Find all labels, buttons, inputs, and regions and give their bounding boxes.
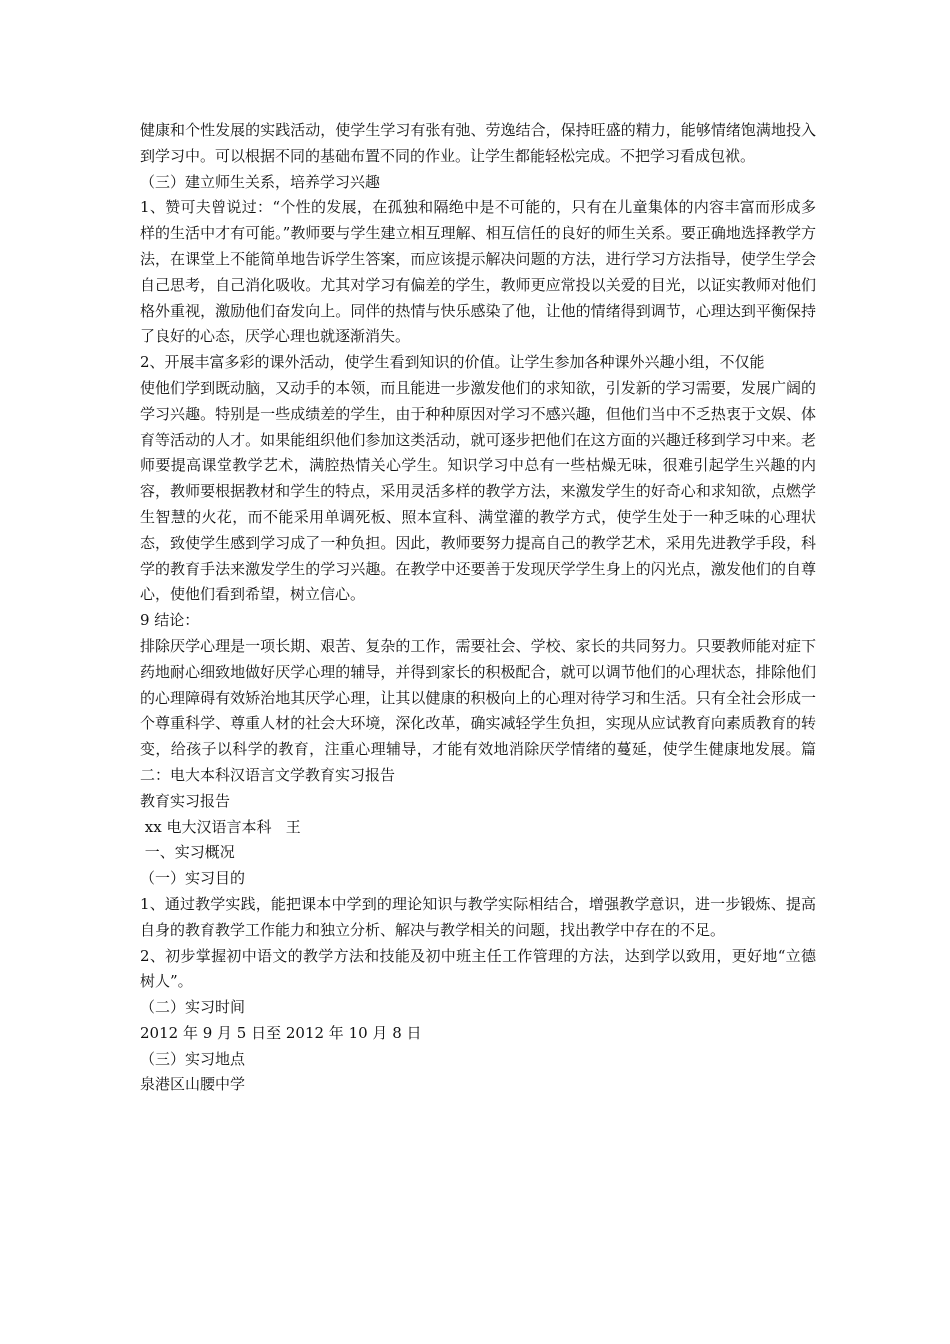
paragraph-purpose-2: 2、初步掌握初中语文的教学方法和技能及初中班主任工作管理的方法，达到学以致用，更好地“立德树人”。	[140, 946, 816, 991]
paragraph-extracurricular-activities: 2、开展丰富多彩的课外活动，使学生看到知识的价值。让学生参加各种课外兴趣小组，不仅能	[140, 353, 765, 372]
heading-internship-time: （二）实习时间	[140, 998, 246, 1017]
author-line: xx 电大汉语言本科 王	[140, 817, 301, 836]
internship-location-value: 泉港区山腰中学	[140, 1075, 246, 1094]
paragraph-conclusion: 排除厌学心理是一项长期、艰苦、复杂的工作，需要社会、学校、家长的共同努力。只要教师能对症下药地耐心细致地做好厌学心理的辅导，并得到家长的积极配合，就可以调节他们的心理状态，排除他们的心理障碍有效矫治地其厌学心理，让其以健康的积极向上的心理对待学习和生活。只有全社会形成一个尊重科学、尊重人材的社会大环境，深化改革，确实减轻学生负担，实现从应试教育向素质教育的转变，给孩子以科学的教育，注重心理辅导，才能有效地消除厌学情绪的蔓延，使学生健康地发展。篇二：电大本科汉语言文学教育实习报告	[140, 636, 816, 784]
heading-internship-purpose: （一）实习目的	[140, 869, 246, 888]
document-page	[140, 118, 816, 1098]
paragraph-purpose-1: 1、通过教学实践，能把课本中学到的理论知识与教学实际相结合，增强教学意识，进一步锻炼、提高自身的教育教学工作能力和独立分析、解决与教学相关的问题，找出教学中存在的不足。	[140, 894, 816, 939]
internship-time-value: 2012 年 9 月 5 日至 2012 年 10 月 8 日	[140, 1023, 422, 1042]
heading-internship-location: （三）实习地点	[140, 1049, 246, 1068]
heading-teacher-student-relations: （三）建立师生关系，培养学习兴趣	[140, 172, 381, 191]
heading-conclusion: 9 结论：	[140, 611, 200, 630]
heading-internship-report: 教育实习报告	[140, 791, 231, 810]
paragraph-learning-interest: 使他们学到既动脑，又动手的本领，而且能进一步激发他们的求知欲，引发新的学习需要，发展广阔的学习兴趣。特别是一些成绩差的学生，由于种种原因对学习不感兴趣，但他们当中不乏热衷于文娱、体育等活动的人才。如果能组织他们参加这类活动，就可逐步把他们在这方面的兴趣迁移到学习中来。老师要提高课堂教学艺术，满腔热情关心学生。知识学习中总有一些枯燥无味，很难引起学生兴趣的内容，教师要根据教材和学生的特点，采用灵活多样的教学方法，来激发学生的好奇心和求知欲，点燃学生智慧的火花，而不能采用单调死板、照本宣科、满堂灌的教学方式，使学生处于一种乏味的心理状态，致使学生感到学习成了一种负担。因此，教师要努力提高自己的教学艺术，采用先进教学手段，科学的教育手法来激发学生的学习兴趣。在教学中还要善于发现厌学学生身上的闪光点，激发他们的自尊心，使他们看到希望，树立信心。	[140, 378, 816, 604]
heading-internship-overview: 一、实习概况	[140, 843, 235, 862]
paragraph-zankov-quote: 1、赞可夫曾说过：“个性的发展，在孤独和隔绝中是不可能的，只有在儿童集体的内容丰富而形成多样的生活中才有可能。”教师要与学生建立相互理解、相互信任的良好的师生关系。要正确地选择教学方法，在课堂上不能简单地告诉学生答案，而应该提示解决问题的方法，进行学习方法指导，使学生学会自己思考，自己消化吸收。尤其对学习有偏差的学生，教师更应常投以关爱的目光，以证实教师对他们格外重视，激励他们奋发向上。同伴的热情与快乐感染了他，让他的情绪得到调节，心理达到平衡保持了良好的心态，厌学心理也就逐渐消失。	[140, 198, 816, 346]
paragraph-study-balance: 健康和个性发展的实践活动，使学生学习有张有弛、劳逸结合，保持旺盛的精力，能够情绪饱满地投入到学习中。可以根据不同的基础布置不同的作业。让学生都能轻松完成。不把学习看成包袱。	[140, 121, 816, 165]
